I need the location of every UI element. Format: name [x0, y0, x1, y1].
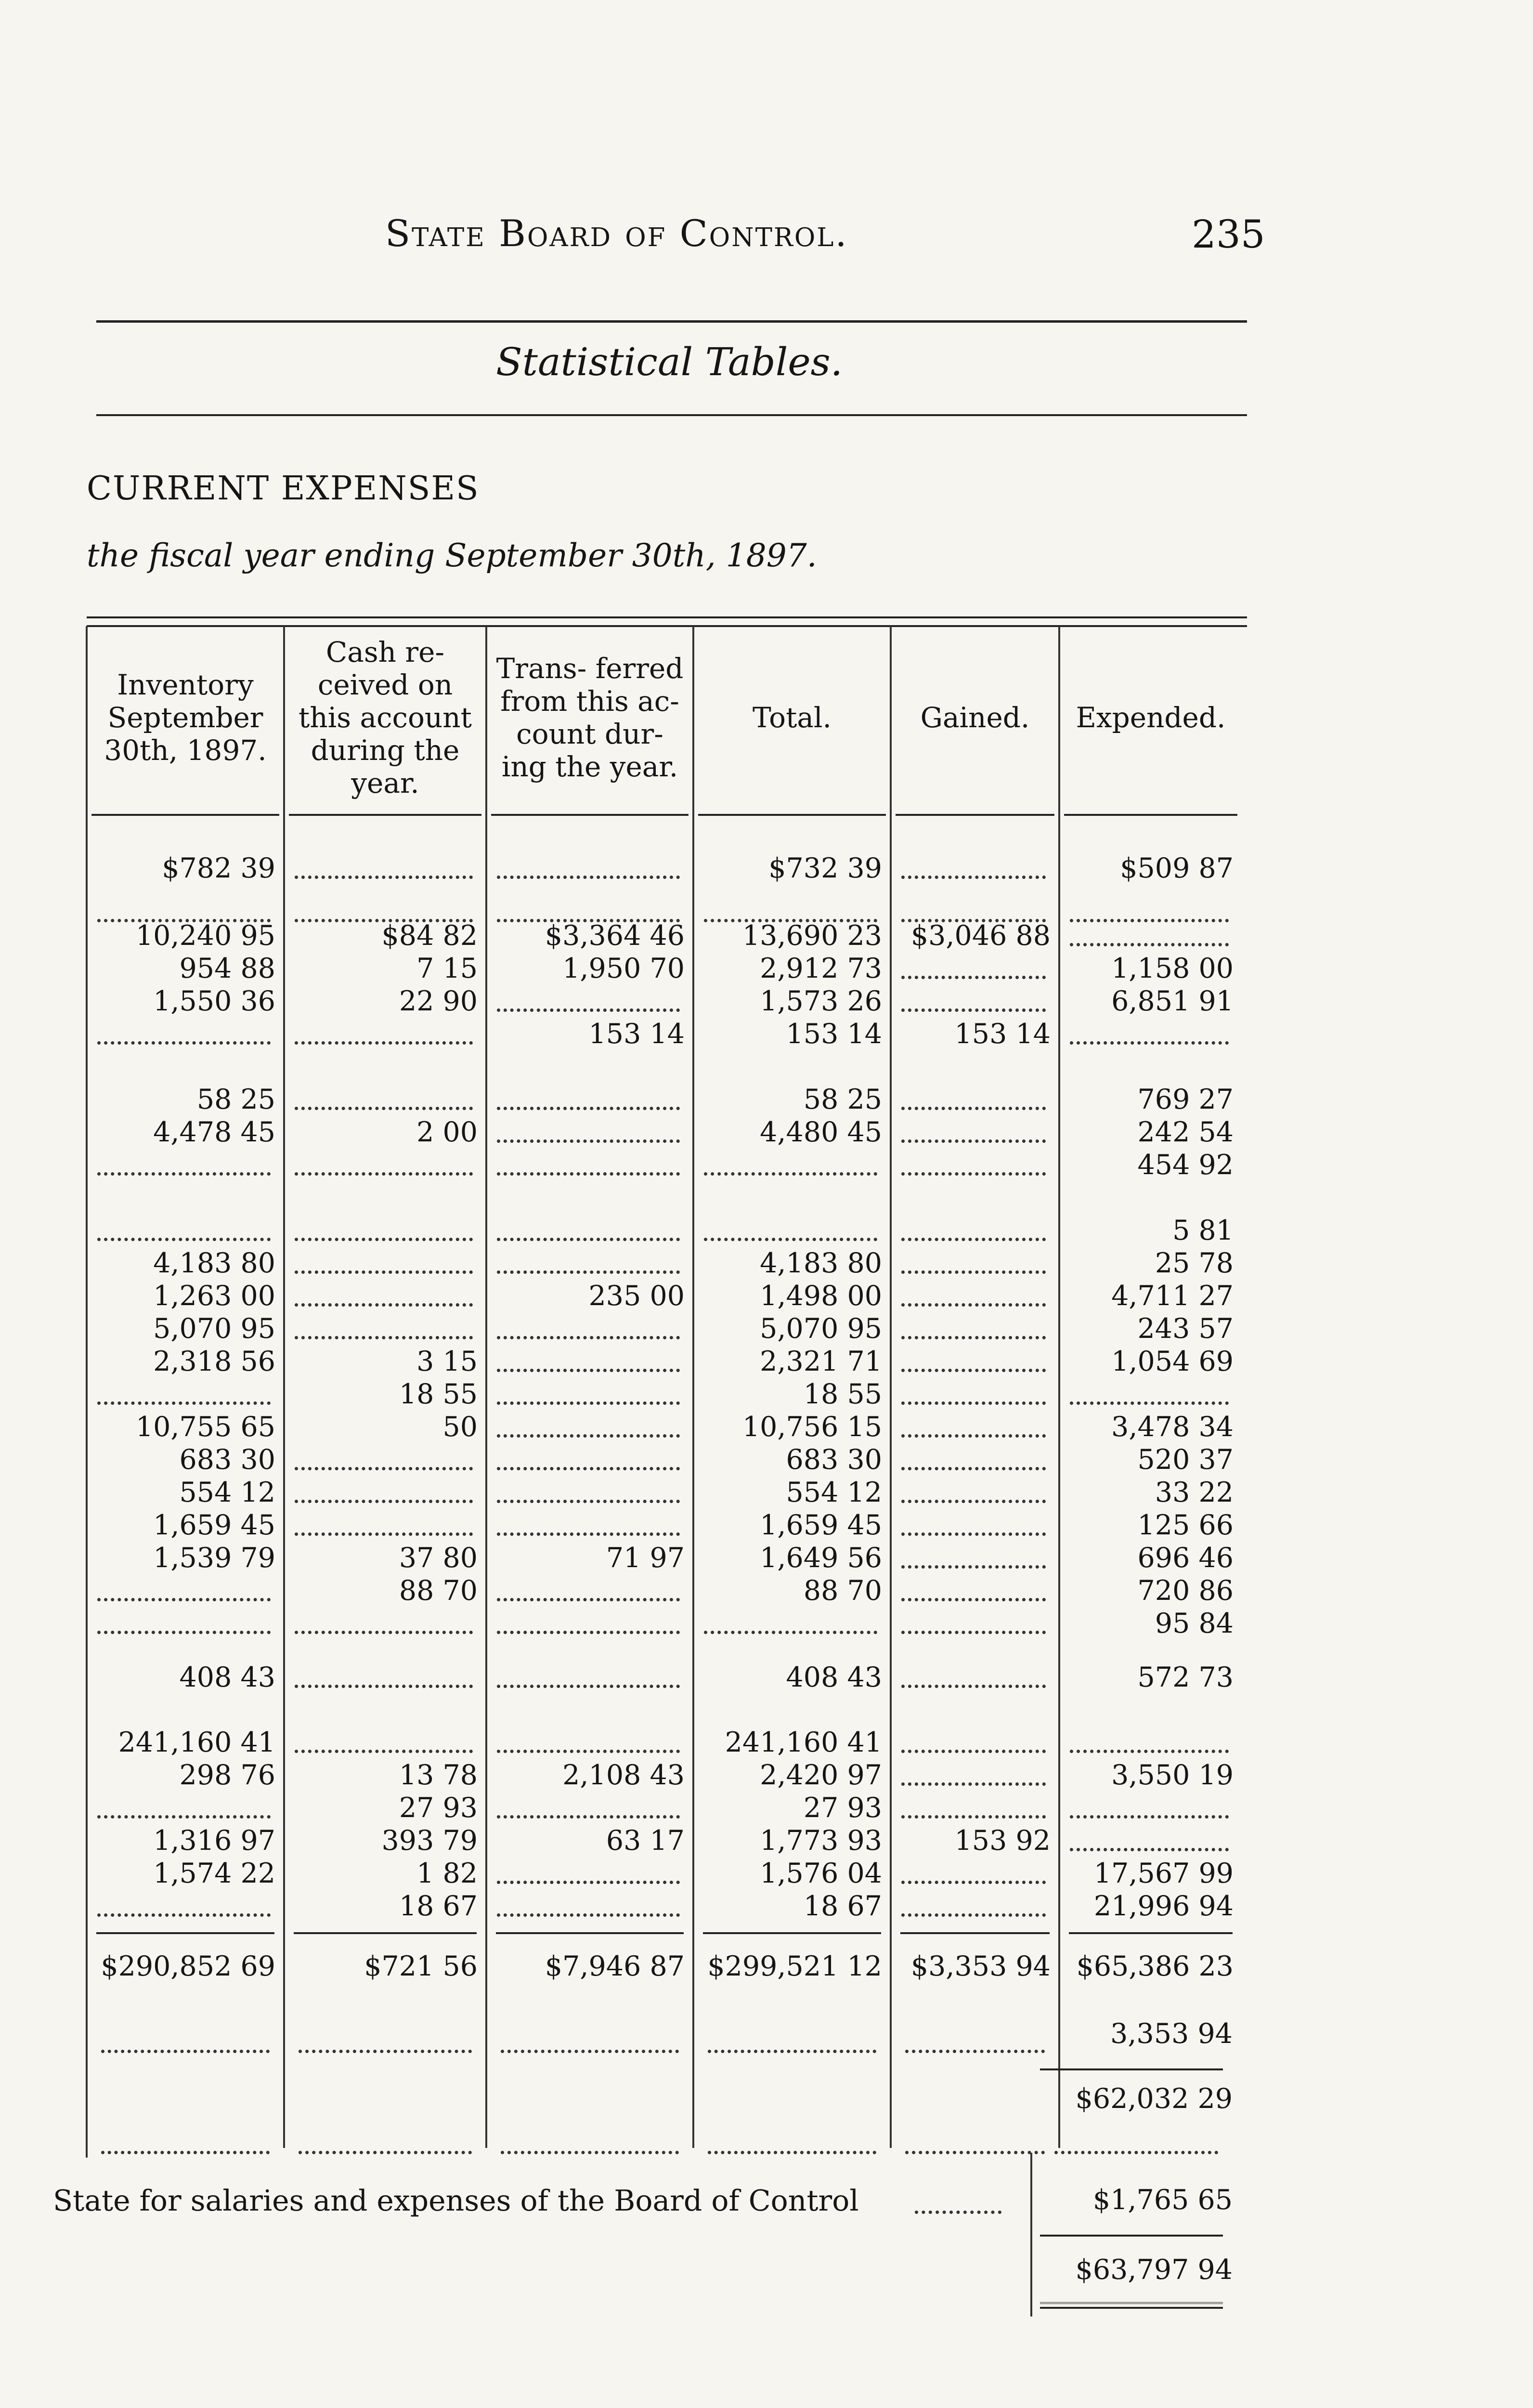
net-expended-value: $62,032 29	[1075, 2083, 1233, 2115]
table-cell: 1,576 04	[760, 1858, 882, 1889]
column-divider	[283, 626, 285, 2148]
leader-dots	[901, 1370, 1046, 1405]
table-cell: 1,950 70	[562, 953, 685, 984]
table-cell: 27 93	[399, 1792, 478, 1824]
leader-dots	[901, 1599, 1046, 1634]
leader-dots	[901, 1239, 1046, 1274]
table-cell: 33 22	[1155, 1477, 1234, 1508]
table-cell: 696 46	[1137, 1542, 1234, 1574]
table-cell: 1,263 00	[153, 1280, 275, 1312]
table-cell: 5,070 95	[760, 1313, 882, 1345]
table-cell: 572 73	[1137, 1662, 1234, 1693]
table-cell: 88 70	[803, 1575, 882, 1607]
column-divider	[890, 626, 892, 2148]
leader-dots	[901, 1566, 1046, 1601]
col-head-cash-received: Cash re- ceived on this account during the year.	[299, 636, 472, 799]
leader-dots	[97, 1140, 271, 1176]
leader-dots	[901, 887, 1046, 922]
table-cell: 21,996 94	[1093, 1890, 1234, 1922]
table-cell: 408 43	[179, 1662, 275, 1693]
leader-dots	[497, 887, 680, 922]
header-underline	[698, 814, 886, 816]
leader-dots	[295, 1075, 473, 1110]
leader-dots	[901, 1751, 1046, 1786]
leader-dots	[97, 1783, 271, 1819]
leader-dots	[97, 1206, 271, 1241]
leader-dots	[101, 2119, 270, 2154]
totals-rule	[96, 1932, 274, 1934]
leader-dots	[497, 1882, 680, 1917]
table-cell: 125 66	[1137, 1509, 1234, 1541]
table-cell: 10,240 95	[135, 920, 275, 952]
table-title: CURRENT EXPENSES	[87, 470, 480, 508]
table-cell: 50	[442, 1411, 478, 1443]
table-cell: 1,316 97	[153, 1825, 275, 1857]
grand-total-value: $63,797 94	[1075, 2254, 1233, 2286]
column-divider	[86, 626, 88, 2158]
leader-dots	[1070, 1783, 1229, 1819]
table-cell: 3,478 34	[1111, 1411, 1234, 1443]
table-cell: 10,755 65	[135, 1411, 275, 1443]
leader-dots	[497, 844, 680, 879]
leader-dots	[905, 2119, 1045, 2154]
table-cell: 17,567 99	[1093, 1858, 1234, 1889]
table-cell: 58 25	[196, 1084, 275, 1115]
table-cell: 2,108 43	[562, 1759, 685, 1791]
table-cell: 25 78	[1155, 1247, 1234, 1279]
leader-dots	[501, 2018, 679, 2053]
table-cell: 10,756 15	[742, 1411, 882, 1443]
table-cell: 720 86	[1137, 1575, 1234, 1607]
summary-rule	[1040, 2235, 1223, 2237]
leader-dots	[497, 1337, 680, 1372]
leader-dots	[97, 887, 271, 922]
header-underline	[896, 814, 1054, 816]
leader-dots	[497, 1468, 680, 1503]
leader-dots	[295, 1140, 473, 1176]
leader-dots	[97, 1370, 271, 1405]
table-cell: 18 67	[803, 1890, 882, 1922]
table-cell: 1,573 26	[760, 985, 882, 1017]
page-number: 235	[1192, 212, 1265, 257]
table-cell: 235 00	[588, 1280, 685, 1312]
table-cell: 4,183 80	[153, 1247, 275, 1279]
leader-dots	[905, 2018, 1045, 2053]
leader-dots	[299, 2119, 472, 2154]
table-cell: 393 79	[381, 1825, 478, 1857]
table-cell: 1,158 00	[1111, 953, 1234, 984]
leader-dots	[901, 1075, 1046, 1110]
leader-dots	[295, 1304, 473, 1339]
leader-dots	[295, 1653, 473, 1688]
table-cell: 18 67	[399, 1890, 478, 1922]
leader-dots	[497, 1599, 680, 1634]
table-cell: 153 14	[588, 1018, 685, 1050]
totals-cell: $65,386 23	[1076, 1950, 1234, 1982]
leader-dots	[497, 1239, 680, 1274]
totals-rule	[900, 1932, 1050, 1934]
column-divider	[1058, 626, 1060, 2148]
leader-dots	[901, 1882, 1046, 1917]
table-cell: $509 87	[1120, 852, 1234, 884]
header-rule-top	[96, 320, 1247, 323]
table-cell: 27 93	[803, 1792, 882, 1824]
table-cell: 241,160 41	[725, 1727, 882, 1758]
leader-dots	[497, 1140, 680, 1176]
footer-label: State for salaries and expenses of the Board of Control	[53, 2184, 859, 2218]
table-cell: 1,773 93	[760, 1825, 882, 1857]
table-cell: 153 92	[954, 1825, 1051, 1857]
table-cell: 4,480 45	[760, 1116, 882, 1148]
leader-dots	[1070, 1370, 1229, 1405]
table-cell: 153 14	[786, 1018, 882, 1050]
table-cell: 1,054 69	[1111, 1346, 1234, 1377]
col-head-total: Total.	[753, 701, 831, 734]
table-cell: 1,498 00	[760, 1280, 882, 1312]
table-cell: 4,183 80	[760, 1247, 882, 1279]
totals-cell: $7,946 87	[545, 1950, 685, 1982]
table-cell: 18 55	[803, 1378, 882, 1410]
table-cell: $84 82	[381, 920, 478, 952]
table-top-rule-2	[87, 625, 1247, 627]
leader-dots	[101, 2018, 270, 2053]
leader-dots	[97, 1009, 271, 1045]
table-cell: 243 57	[1137, 1313, 1234, 1345]
table-cell: 683 30	[179, 1444, 275, 1476]
table-cell: 4,478 45	[153, 1116, 275, 1148]
table-top-rule	[87, 616, 1247, 618]
section-subtitle-statistical-tables: Statistical Tables.	[496, 340, 843, 384]
table-cell: 4,711 27	[1111, 1280, 1234, 1312]
table-cell: 58 25	[803, 1084, 882, 1115]
leader-dots	[295, 1468, 473, 1503]
leader-dots	[295, 1718, 473, 1753]
table-cell: 2,420 97	[760, 1759, 882, 1791]
table-cell: 683 30	[786, 1444, 882, 1476]
column-divider	[485, 626, 487, 2148]
leader-dots	[497, 1304, 680, 1339]
header-underline	[91, 814, 279, 816]
leader-dots	[295, 1009, 473, 1045]
header-rule-bottom	[96, 414, 1247, 416]
table-cell: 5,070 95	[153, 1313, 275, 1345]
table-cell: 954 88	[179, 953, 275, 984]
table-cell: 1,659 45	[153, 1509, 275, 1541]
leader-dots	[501, 2119, 679, 2154]
leader-dots	[295, 844, 473, 879]
header-underline	[1064, 814, 1237, 816]
table-cell: $3,364 46	[545, 920, 685, 952]
leader-dots	[497, 1206, 680, 1241]
totals-rule	[703, 1932, 881, 1934]
table-cell: 5 81	[1172, 1215, 1234, 1246]
table-cell: 37 80	[399, 1542, 478, 1574]
table-cell: 71 97	[606, 1542, 685, 1574]
leader-dots	[497, 1108, 680, 1143]
header-underline	[491, 814, 689, 816]
table-cell: 2 00	[416, 1116, 478, 1148]
leader-dots	[497, 1402, 680, 1438]
leader-dots	[708, 2018, 876, 2053]
leader-dots	[708, 2119, 876, 2154]
table-cell: 1,659 45	[760, 1509, 882, 1541]
leader-dots	[901, 1304, 1046, 1339]
leader-dots	[497, 1849, 680, 1884]
column-divider	[1030, 2153, 1032, 2316]
table-cell: 18 55	[399, 1378, 478, 1410]
header-underline	[289, 814, 481, 816]
footer-leader-dots	[915, 2186, 1001, 2214]
leader-dots	[901, 1140, 1046, 1176]
running-header-title: State Board of Control.	[385, 212, 848, 255]
totals-cell: $290,852 69	[101, 1950, 275, 1982]
leader-dots	[295, 1206, 473, 1241]
table-cell: 554 12	[786, 1477, 882, 1508]
table-cell: 454 92	[1137, 1149, 1234, 1181]
leader-dots	[901, 1501, 1046, 1536]
leader-dots	[901, 1533, 1046, 1569]
leader-dots	[97, 1566, 271, 1601]
leader-dots	[497, 1566, 680, 1601]
col-head-inventory: Inventory September 30th, 1897.	[104, 668, 267, 767]
table-cell: 298 76	[179, 1759, 275, 1791]
table-cell: 520 37	[1137, 1444, 1234, 1476]
leader-dots	[901, 1271, 1046, 1307]
leader-dots	[1070, 1816, 1229, 1851]
table-cell: 769 27	[1137, 1084, 1234, 1115]
leader-dots	[1070, 911, 1229, 946]
leader-dots	[1070, 1718, 1229, 1753]
totals-cell: $3,353 94	[910, 1950, 1051, 1982]
leader-dots	[497, 1501, 680, 1536]
leader-dots	[901, 1206, 1046, 1241]
totals-rule	[294, 1932, 477, 1934]
leader-dots	[497, 1783, 680, 1819]
leader-dots	[901, 844, 1046, 879]
leader-dots	[295, 1435, 473, 1470]
col-head-gained: Gained.	[920, 701, 1030, 734]
table-cell: 13 78	[399, 1759, 478, 1791]
table-cell: 1,539 79	[153, 1542, 275, 1574]
table-cell: 1,574 22	[153, 1858, 275, 1889]
leader-dots	[704, 1140, 877, 1176]
table-cell: 95 84	[1155, 1608, 1234, 1639]
leader-dots	[1070, 1009, 1229, 1045]
summary-rule	[1040, 2068, 1223, 2070]
table-cell: 1,550 36	[153, 985, 275, 1017]
totals-rule	[1069, 1932, 1233, 1934]
table-cell: 554 12	[179, 1477, 275, 1508]
table-cell: 241,160 41	[118, 1727, 275, 1758]
table-cell: 88 70	[399, 1575, 478, 1607]
leader-dots	[299, 2018, 472, 2053]
table-cell: 2,318 56	[153, 1346, 275, 1377]
leader-dots	[704, 1599, 877, 1634]
table-cell: 242 54	[1137, 1116, 1234, 1148]
table-cell: 22 90	[399, 985, 478, 1017]
leader-dots	[295, 1271, 473, 1307]
leader-dots	[295, 1599, 473, 1634]
leader-dots	[901, 1402, 1046, 1438]
table-cell: 2,912 73	[760, 953, 882, 984]
col-head-expended: Expended.	[1076, 701, 1226, 734]
table-cell: 408 43	[786, 1662, 882, 1693]
leader-dots	[901, 1718, 1046, 1753]
leader-dots	[497, 977, 680, 1012]
table-cell: 6,851 91	[1111, 985, 1234, 1017]
leader-dots	[295, 1501, 473, 1536]
table-cell: 153 14	[954, 1018, 1051, 1050]
leader-dots	[497, 1718, 680, 1753]
leader-dots	[497, 1435, 680, 1470]
table-cell: 3,550 19	[1111, 1759, 1234, 1791]
table-cell: 1 82	[416, 1858, 478, 1889]
totals-cell: $299,521 12	[707, 1950, 882, 1982]
table-cell: $732 39	[768, 852, 882, 884]
leader-dots	[1054, 2119, 1218, 2154]
totals-cell: $721 56	[364, 1950, 478, 1982]
column-divider	[692, 626, 694, 2148]
leader-dots	[295, 1239, 473, 1274]
leader-dots	[901, 944, 1046, 979]
leader-dots	[97, 1599, 271, 1634]
table-cell: 7 15	[416, 953, 478, 984]
totals-rule	[496, 1932, 684, 1934]
leader-dots	[901, 1337, 1046, 1372]
summary-rule	[1040, 2302, 1223, 2309]
table-cell: $782 39	[162, 852, 275, 884]
table-cell: 63 17	[606, 1825, 685, 1857]
leader-dots	[901, 1783, 1046, 1819]
table-cell: 3 15	[416, 1346, 478, 1377]
leader-dots	[704, 887, 877, 922]
table-cell: 2,321 71	[760, 1346, 882, 1377]
leader-dots	[901, 1653, 1046, 1688]
leader-dots	[901, 1849, 1046, 1884]
leader-dots	[901, 1108, 1046, 1143]
leader-dots	[497, 1075, 680, 1110]
leader-dots	[704, 1206, 877, 1241]
leader-dots	[497, 1653, 680, 1688]
leader-dots	[901, 977, 1046, 1012]
table-cell: 1,649 56	[760, 1542, 882, 1574]
leader-dots	[497, 1370, 680, 1405]
table-subtitle: the fiscal year ending September 30th, 1897.	[87, 537, 817, 574]
less-gained-value: 3,353 94	[1110, 2018, 1233, 2050]
leader-dots	[901, 1435, 1046, 1470]
footer-value: $1,765 65	[1092, 2184, 1233, 2216]
table-cell: 13,690 23	[742, 920, 882, 952]
table-cell: $3,046 88	[910, 920, 1051, 952]
leader-dots	[295, 887, 473, 922]
col-head-transferred: Trans- ferred from this ac- count dur- ing the year.	[496, 652, 684, 783]
leader-dots	[901, 1468, 1046, 1503]
leader-dots	[97, 1882, 271, 1917]
